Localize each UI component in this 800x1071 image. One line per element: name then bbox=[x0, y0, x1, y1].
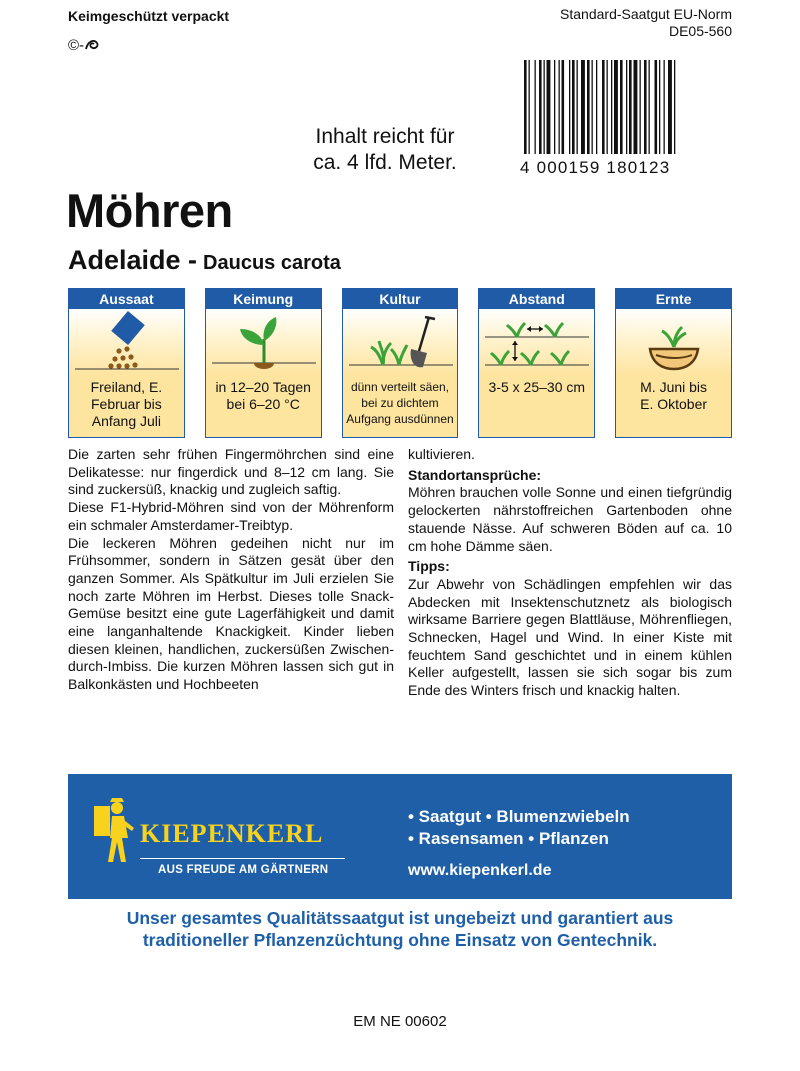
swirl-icon bbox=[84, 39, 100, 51]
tipps-text: Zur Abwehr von Schädlingen empfehlen wir das Abdecken mit Insektenschutznetz als biologisch wirksame Barriere gegen Blattläuse, Möhrenfliegen, Schnecken, Hagel und Wind. In einer Kiste mit feuchtem Sand geschichtet und in einem kühlen Keller aufgestellt, lassen sie sich sogar bis zum Ende des Winters frisch und knackig halten. bbox=[408, 575, 732, 699]
product-subtitle bbox=[68, 245, 341, 276]
website-link[interactable]: www.kiepenkerl.de bbox=[408, 862, 552, 879]
product-range-line: • Rasensamen • Pflanzen bbox=[408, 829, 609, 848]
norm-info bbox=[560, 6, 732, 40]
brand-name: KIEPENKERL bbox=[140, 819, 324, 848]
info-box-heading: Abstand bbox=[479, 289, 594, 309]
footer-code: EM NE 00602 bbox=[353, 1013, 447, 1030]
info-box-text: M. Juni bis E. Oktober bbox=[616, 375, 731, 437]
info-box-text: in 12–20 Tagen bei 6–20 °C bbox=[206, 375, 321, 437]
tipps-heading: Tipps: bbox=[408, 558, 450, 575]
info-boxes bbox=[68, 288, 732, 438]
info-box-kultur bbox=[342, 288, 459, 438]
description-paragraph: Diese F1-Hybrid-Möhren sind von der Möhrenform ein schmaler Amsterdamer-Treibtyp. bbox=[68, 499, 394, 533]
barcode bbox=[522, 60, 728, 154]
quality-note: Unser gesamtes Qualitätssaatgut ist ungebeizt und garantiert aus traditioneller Pflanzenzüchtung ohne Einsatz von Gentechnik. bbox=[126, 908, 674, 950]
standort-text: Möhren brauchen volle Sonne und einen tiefgründig gelockerten nährstoffreichen Gartenboden ohne stauende Nässe. Auf schweren Böden auf ca. 10 cm hohe Dämme säen. bbox=[408, 484, 732, 554]
info-box-heading: Aussaat bbox=[69, 289, 184, 309]
harvest-basket-icon bbox=[616, 309, 732, 375]
latin-name: Daucus carota bbox=[203, 252, 341, 274]
info-box-aussaat bbox=[68, 288, 185, 438]
brand-slogan: AUS FREUDE AM GÄRTNERN bbox=[158, 864, 329, 876]
spade-plants-icon bbox=[343, 309, 459, 375]
barcode-number: 4 000159 180123 bbox=[520, 158, 671, 177]
divider bbox=[140, 858, 345, 859]
info-box-heading: Keimung bbox=[206, 289, 321, 309]
content-info bbox=[260, 124, 510, 176]
info-box-ernte bbox=[615, 288, 732, 438]
info-box-heading: Ernte bbox=[616, 289, 731, 309]
packaging-note: Keimgeschützt verpackt bbox=[68, 8, 230, 24]
description-continuation: kultivieren. bbox=[408, 446, 475, 462]
cultivation-column bbox=[408, 446, 732, 700]
product-title: Möhren bbox=[66, 184, 233, 237]
info-box-text: Freiland, E. Februar bis Anfang Juli bbox=[69, 375, 184, 437]
spacing-icon bbox=[479, 309, 595, 375]
info-box-text: 3-5 x 25–30 cm bbox=[479, 375, 594, 437]
product-range-line: • Saatgut • Blumenzwiebeln bbox=[408, 807, 630, 826]
content-info-line2: ca. 4 lfd. Meter. bbox=[313, 151, 457, 174]
product-range bbox=[408, 806, 630, 850]
description-paragraph: Die leckeren Möhren gedeihen nicht nur im Frühsommer, sondern in Sätzen gesät über den ganzen Sommer. Als Spätkultur im Juli erzielen Sie noch zarte Möhren im Herbst. Dieses tolle Snack-Gemüse besitzt eine gute Lagerfähigkeit und damit eine langanhaltende Knackigkeit. Kinder lieben diesen kleinen, handlichen, zuckersüßen Zwischendurch-Imbiss. Die kurzen Möhren lassen sich gut in Balkonkästen und Hochbeeten bbox=[68, 534, 394, 693]
norm-line: Standard-Saatgut EU-Norm bbox=[560, 6, 732, 22]
seedling-icon bbox=[206, 309, 322, 375]
description-paragraph: Die zarten sehr frühen Fingermöhrchen sind eine Delikatesse: nur fingerdick und 8–12 cm lang. Sie sind zuckersüß, knackig und zugleich saftig. bbox=[68, 446, 394, 498]
content-info-line1: Inhalt reicht für bbox=[315, 125, 455, 148]
norm-code: DE05-560 bbox=[668, 23, 732, 39]
seed-packet-icon bbox=[69, 309, 185, 375]
variety-name: Adelaide - bbox=[68, 245, 198, 275]
standort-heading: Standortansprüche: bbox=[408, 466, 542, 483]
info-box-heading: Kultur bbox=[343, 289, 458, 309]
copyright-mark: ©- bbox=[68, 37, 100, 54]
info-box-abstand bbox=[478, 288, 595, 438]
description-column bbox=[68, 446, 394, 694]
kiepenkerl-figure-logo bbox=[90, 796, 140, 864]
info-box-text: dünn verteilt säen, bei zu dichtem Aufgang ausdünnen bbox=[343, 375, 458, 437]
info-box-keimung bbox=[205, 288, 322, 438]
